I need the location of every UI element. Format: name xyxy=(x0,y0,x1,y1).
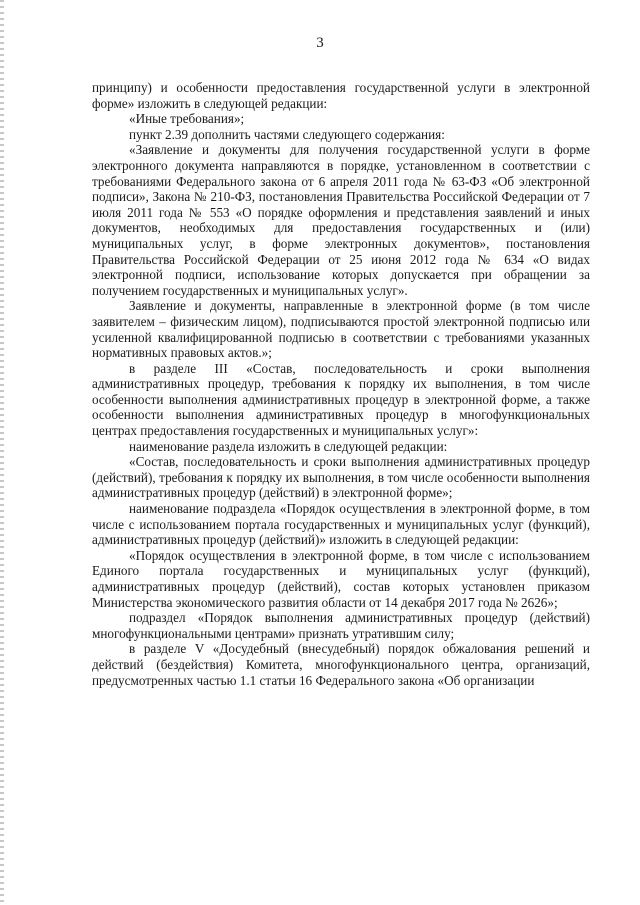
paragraph-3: пункт 2.39 дополнить частями следующего содержания: xyxy=(129,126,445,142)
page-number: 3 xyxy=(316,35,324,51)
paragraph-5: Заявление и документы, направленные в электронной форме (в том числе заявителем – физическим лицом), подписываются простой электронной подписью или усиленной квалифицированной подписью в соответствии с требованиями указанных нормативных правовых актов.»; xyxy=(92,298,590,361)
scan-edge xyxy=(0,0,4,905)
document-body xyxy=(92,80,590,688)
paragraph-1: принципу) и особенности предоставления государственной услуги в электронной форме» изложить в следующей редакции: xyxy=(92,80,590,111)
paragraph-9: наименование подраздела «Порядок осуществления в электронной форме, в том числе с использованием портала государственных и муниципальных услуг (функций), административных процедур (действий)» изложить в следующей редакции: xyxy=(92,501,590,548)
paragraph-11: подраздел «Порядок выполнения административных процедур (действий) многофункциональными центрами» признать утратившим силу; xyxy=(92,610,590,641)
paragraph-6: в разделе III «Состав, последовательность и сроки выполнения административных процедур, требования к порядку их выполнения, в том числе особенности выполнения административных процедур в электронной форме, а также особенности выполнения административных процедур в многофункциональных центрах предоставления государственных и муниципальных услуг»: xyxy=(92,360,590,439)
paragraph-4: «Заявление и документы для получения государственной услуги в форме электронного документа направляются в порядке, установленном в соответствии с требованиями Федерального закона от 6 апреля 2011 года № 63-ФЗ «Об электронной подписи», Закона № 210-ФЗ, постановления Правительства Российской Федерации от 7 июля 2011 года № 553 «О порядке оформления и представления заявлений и иных документов, необходимых для предоставления государственных и (или) муниципальных услуг, в форме электронных документов», постановления Правительства Российской Федерации от 25 июня 2012 года № 634 «О видах электронной подписи, использование которых допускается при обращении за получением государственных и муниципальных услуг». xyxy=(92,142,590,298)
paragraph-8: «Состав, последовательность и сроки выполнения административных процедур (действий), требования к порядку их выполнения, в том числе особенности выполнения административных процедур (действий) в электронной форме»; xyxy=(92,454,590,501)
paragraph-2: «Иные требования»; xyxy=(129,111,245,127)
paragraph-12: в разделе V «Досудебный (внесудебный) порядок обжалования решений и действий (бездействия) Комитета, многофункционального центра, организаций, предусмотренных частью 1.1 статьи 16 Федерального закона «Об организации xyxy=(92,641,590,688)
paragraph-10: «Порядок осуществления в электронной форме, в том числе с использованием Единого портала государственных и муниципальных услуг (функций), административных процедур (действий), состав которых установлен приказом Министерства экономического развития области от 14 декабря 2017 года № 2626»; xyxy=(92,547,590,610)
paragraph-7: наименование раздела изложить в следующей редакции: xyxy=(129,438,448,454)
